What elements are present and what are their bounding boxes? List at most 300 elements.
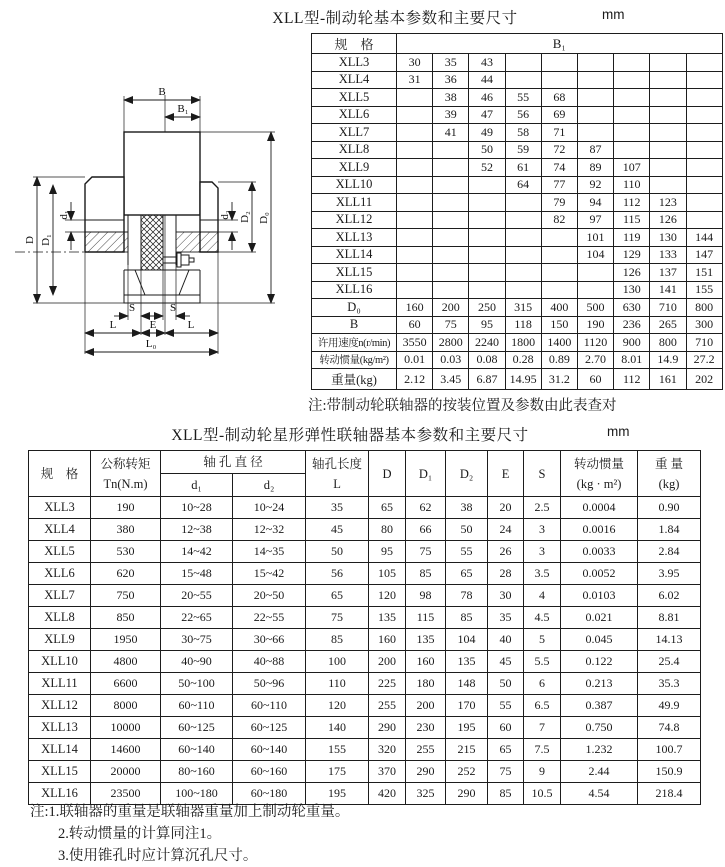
cell: 7.5 <box>524 739 561 761</box>
cell: 75 <box>433 316 469 334</box>
table-row <box>312 351 723 369</box>
table2-header-bore-dia: 轴 孔 直 径 <box>161 451 306 474</box>
row-label: D₀ <box>312 299 397 317</box>
cell: 60 <box>397 316 433 334</box>
row-label: XLL6 <box>312 106 397 124</box>
row-label: XLL7 <box>29 585 91 607</box>
cell: 9 <box>524 761 561 783</box>
dim-label-D1: D₁ <box>40 234 52 246</box>
cell: 300 <box>686 316 722 334</box>
cell: 65 <box>446 563 488 585</box>
cell: 215 <box>446 739 488 761</box>
dim-label-D2: D₂ <box>239 211 251 223</box>
cell: 3550 <box>397 334 433 352</box>
cell: 74.8 <box>638 717 701 739</box>
cell: 100~180 <box>161 783 233 805</box>
cell: 55 <box>446 541 488 563</box>
cell: 250 <box>469 299 505 317</box>
cell: 119 <box>614 229 650 247</box>
cell <box>686 159 722 177</box>
cell <box>469 211 505 229</box>
cell: 2.84 <box>638 541 701 563</box>
cell: 160 <box>397 299 433 317</box>
cell: 47 <box>469 106 505 124</box>
cell: 3.5 <box>524 563 561 585</box>
table-row <box>29 717 701 739</box>
cell <box>541 54 577 72</box>
cell: 0.750 <box>561 717 638 739</box>
cell <box>397 194 433 212</box>
table1-header-row <box>312 34 723 54</box>
cell <box>686 54 722 72</box>
cell: 6.02 <box>638 585 701 607</box>
cell: 1950 <box>91 629 161 651</box>
cell: 60~110 <box>161 695 233 717</box>
cell <box>505 54 541 72</box>
cell <box>433 246 469 264</box>
cell: 147 <box>686 246 722 264</box>
cell: 0.03 <box>433 351 469 369</box>
cell <box>650 89 686 107</box>
cell <box>650 71 686 89</box>
cell: 85 <box>488 783 524 805</box>
cell: 290 <box>369 717 406 739</box>
cell: 12~32 <box>233 519 306 541</box>
cell: 30~66 <box>233 629 306 651</box>
cell: 74 <box>541 159 577 177</box>
cell: 44 <box>469 71 505 89</box>
dim-label-D0: D₀ <box>258 212 270 224</box>
torque-symbol: Tn(N.m) <box>103 476 148 491</box>
cell: 60 <box>577 369 613 390</box>
cell: 126 <box>614 264 650 282</box>
cell: 56 <box>306 563 369 585</box>
cell: 3 <box>524 519 561 541</box>
cell: 77 <box>541 176 577 194</box>
cell <box>577 89 613 107</box>
cell: 101 <box>577 229 613 247</box>
cell: 75 <box>306 607 369 629</box>
cell: 130 <box>614 281 650 299</box>
cell: 30 <box>397 54 433 72</box>
cell: 60~180 <box>233 783 306 805</box>
cell: 94 <box>577 194 613 212</box>
cell: 252 <box>446 761 488 783</box>
cell: 30~75 <box>161 629 233 651</box>
elastic-spider <box>141 215 163 270</box>
table2-title: XLL型-制动轮星形弹性联轴器基本参数和主要尺寸 <box>171 427 529 444</box>
cell: 52 <box>469 159 505 177</box>
cell: 39 <box>433 106 469 124</box>
cell <box>686 89 722 107</box>
cell: 137 <box>650 264 686 282</box>
row-label: 重量(kg) <box>312 369 397 390</box>
cell: 35.3 <box>638 673 701 695</box>
cell: 750 <box>91 585 161 607</box>
cell: 236 <box>614 316 650 334</box>
row-label: XLL4 <box>29 519 91 541</box>
row-label: XLL14 <box>312 246 397 264</box>
cell: 290 <box>446 783 488 805</box>
table-row <box>29 585 701 607</box>
row-label: XLL3 <box>29 497 91 519</box>
table-row <box>29 519 701 541</box>
cell <box>433 229 469 247</box>
cell: 0.28 <box>505 351 541 369</box>
cell: 218.4 <box>638 783 701 805</box>
cell: 6.5 <box>524 695 561 717</box>
table-row <box>312 299 723 317</box>
cell <box>686 211 722 229</box>
row-label: XLL13 <box>312 229 397 247</box>
cell: 8000 <box>91 695 161 717</box>
cell: 31 <box>397 71 433 89</box>
cell: 43 <box>469 54 505 72</box>
cell <box>650 54 686 72</box>
cell <box>397 124 433 142</box>
cell: 8.01 <box>614 351 650 369</box>
cell: 325 <box>406 783 446 805</box>
cell <box>577 281 613 299</box>
table-row <box>312 211 723 229</box>
row-label: 转动惯量(kg/m²) <box>312 351 397 369</box>
table-row <box>29 629 701 651</box>
cell <box>433 176 469 194</box>
table-row <box>312 54 723 72</box>
row-label: XLL13 <box>29 717 91 739</box>
cell: 0.122 <box>561 651 638 673</box>
cell: 2.70 <box>577 351 613 369</box>
cell: 0.0052 <box>561 563 638 585</box>
cell: 161 <box>650 369 686 390</box>
cell <box>686 141 722 159</box>
cell: 30 <box>488 585 524 607</box>
cell: 66 <box>406 519 446 541</box>
table2-header-weight <box>638 451 701 497</box>
table-row <box>29 739 701 761</box>
cell: 255 <box>406 739 446 761</box>
cell: 55 <box>505 89 541 107</box>
cell: 50~100 <box>161 673 233 695</box>
cell <box>397 264 433 282</box>
cell <box>505 229 541 247</box>
cell: 105 <box>369 563 406 585</box>
cell: 92 <box>577 176 613 194</box>
cell: 3.95 <box>638 563 701 585</box>
table-row <box>29 541 701 563</box>
cell <box>577 71 613 89</box>
cell <box>650 106 686 124</box>
cell <box>505 264 541 282</box>
cell: 315 <box>505 299 541 317</box>
cell: 89 <box>577 159 613 177</box>
cell: 14.9 <box>650 351 686 369</box>
table-row <box>312 369 723 390</box>
row-label: XLL5 <box>312 89 397 107</box>
cell: 50 <box>306 541 369 563</box>
cell: 900 <box>614 334 650 352</box>
cell <box>433 264 469 282</box>
cell: 7 <box>524 717 561 739</box>
table2-header-spec: 规 格 <box>29 451 91 497</box>
cell: 85 <box>446 607 488 629</box>
cell: 0.0033 <box>561 541 638 563</box>
cell: 620 <box>91 563 161 585</box>
table-row <box>29 563 701 585</box>
cell: 175 <box>306 761 369 783</box>
footnote-3: 3.使用锥孔时应计算沉孔尺寸。 <box>58 848 258 864</box>
cell: 2.12 <box>397 369 433 390</box>
cell: 400 <box>541 299 577 317</box>
cell <box>397 159 433 177</box>
cell: 60~125 <box>233 717 306 739</box>
cell: 22~65 <box>161 607 233 629</box>
cell: 290 <box>406 761 446 783</box>
footnote-2: 2.转动惯量的计算同注1。 <box>58 826 222 842</box>
dim-label-L0: L₀ <box>145 338 157 350</box>
cell: 144 <box>686 229 722 247</box>
row-label: B <box>312 316 397 334</box>
cell: 45 <box>488 651 524 673</box>
cell: 40 <box>488 629 524 651</box>
cell: 71 <box>541 124 577 142</box>
cell <box>614 71 650 89</box>
cell: 1800 <box>505 334 541 352</box>
cell: 160 <box>369 629 406 651</box>
cell: 4 <box>524 585 561 607</box>
cell: 12~38 <box>161 519 233 541</box>
cell <box>397 89 433 107</box>
cell <box>614 106 650 124</box>
cell: 60~160 <box>233 761 306 783</box>
cell: 41 <box>433 124 469 142</box>
row-label: XLL10 <box>29 651 91 673</box>
bore-length-symbol: L <box>333 476 341 491</box>
cell: 118 <box>505 316 541 334</box>
cell: 135 <box>406 629 446 651</box>
cell: 1120 <box>577 334 613 352</box>
cell: 135 <box>446 651 488 673</box>
dim-label-S-left: S <box>128 302 136 314</box>
cell: 45 <box>306 519 369 541</box>
cell <box>469 194 505 212</box>
cell: 60~140 <box>233 739 306 761</box>
torque-label: 公称转矩 <box>100 456 151 471</box>
table-row <box>312 246 723 264</box>
dim-label-L-right: L <box>187 319 195 331</box>
cell <box>433 281 469 299</box>
table2-header-S: S <box>524 451 561 497</box>
cell: 0.021 <box>561 607 638 629</box>
cell: 155 <box>306 739 369 761</box>
brake-wheel <box>124 132 200 215</box>
cell: 170 <box>446 695 488 717</box>
cell <box>577 54 613 72</box>
row-label: XLL16 <box>312 281 397 299</box>
row-label: XLL12 <box>312 211 397 229</box>
cell: 78 <box>446 585 488 607</box>
cell: 0.045 <box>561 629 638 651</box>
table2-header-E: E <box>488 451 524 497</box>
cell: 65 <box>488 739 524 761</box>
cell: 15~48 <box>161 563 233 585</box>
cell: 4.54 <box>561 783 638 805</box>
cell <box>577 124 613 142</box>
cell: 100.7 <box>638 739 701 761</box>
cell: 55 <box>488 695 524 717</box>
cell <box>397 176 433 194</box>
cell <box>433 211 469 229</box>
coupling-table <box>28 450 701 805</box>
cell: 120 <box>369 585 406 607</box>
cell: 6 <box>524 673 561 695</box>
cell: 14.95 <box>505 369 541 390</box>
dim-label-B1: B₁ <box>177 103 189 115</box>
cell: 50~96 <box>233 673 306 695</box>
cell: 2800 <box>433 334 469 352</box>
table-row <box>312 159 723 177</box>
row-label: XLL11 <box>29 673 91 695</box>
cell <box>433 141 469 159</box>
cell: 60~140 <box>161 739 233 761</box>
cell: 255 <box>369 695 406 717</box>
table-row <box>312 194 723 212</box>
dim-label-d1: d₁ <box>58 210 70 220</box>
cell <box>650 159 686 177</box>
row-label: XLL12 <box>29 695 91 717</box>
cell: 0.387 <box>561 695 638 717</box>
cell <box>541 246 577 264</box>
cell <box>505 194 541 212</box>
dim-label-B: B <box>158 86 166 98</box>
cell <box>397 281 433 299</box>
cell: 27.2 <box>686 351 722 369</box>
row-label: XLL15 <box>312 264 397 282</box>
cell: 850 <box>91 607 161 629</box>
table-row <box>312 71 723 89</box>
row-label: XLL7 <box>312 124 397 142</box>
cell: 710 <box>650 299 686 317</box>
cell: 64 <box>505 176 541 194</box>
table-row <box>312 334 723 352</box>
bore-length-label: 轴孔长度 <box>312 456 363 471</box>
cell <box>686 71 722 89</box>
row-label: XLL3 <box>312 54 397 72</box>
cell: 112 <box>614 369 650 390</box>
table-row <box>29 673 701 695</box>
cell: 140 <box>306 717 369 739</box>
cell: 195 <box>446 717 488 739</box>
cell <box>541 229 577 247</box>
cell: 49 <box>469 124 505 142</box>
inertia-unit: (kg · m²) <box>576 476 622 491</box>
table-row <box>312 176 723 194</box>
table-row <box>312 124 723 142</box>
cell <box>577 264 613 282</box>
cell: 123 <box>650 194 686 212</box>
table2-header-D1: D₁ <box>406 451 446 497</box>
cell: 710 <box>686 334 722 352</box>
cell: 420 <box>369 783 406 805</box>
cell: 1400 <box>541 334 577 352</box>
cell <box>686 106 722 124</box>
bolt <box>163 253 194 267</box>
cell: 14~42 <box>161 541 233 563</box>
cell: 10000 <box>91 717 161 739</box>
cell: 35 <box>488 607 524 629</box>
cell: 56 <box>505 106 541 124</box>
cell: 14600 <box>91 739 161 761</box>
table2-header-inertia <box>561 451 638 497</box>
cell: 141 <box>650 281 686 299</box>
cell <box>577 106 613 124</box>
cell: 20~50 <box>233 585 306 607</box>
cell <box>397 246 433 264</box>
cell: 85 <box>306 629 369 651</box>
cell: 155 <box>686 281 722 299</box>
cell <box>650 176 686 194</box>
cell: 87 <box>577 141 613 159</box>
table2-header-torque <box>91 451 161 497</box>
cell: 35 <box>433 54 469 72</box>
cell <box>469 264 505 282</box>
row-label: XLL9 <box>312 159 397 177</box>
cell: 110 <box>306 673 369 695</box>
cell: 320 <box>369 739 406 761</box>
row-label: XLL10 <box>312 176 397 194</box>
cell: 68 <box>541 89 577 107</box>
cell <box>397 106 433 124</box>
cell: 8.81 <box>638 607 701 629</box>
table2-unit-label: mm <box>607 424 630 439</box>
cell: 61 <box>505 159 541 177</box>
cell: 95 <box>369 541 406 563</box>
cell: 62 <box>406 497 446 519</box>
left-hub-section <box>85 232 128 252</box>
cell: 200 <box>369 651 406 673</box>
cell <box>469 246 505 264</box>
cell: 130 <box>650 229 686 247</box>
row-label: XLL15 <box>29 761 91 783</box>
cell: 107 <box>614 159 650 177</box>
table-row <box>312 89 723 107</box>
table2-header-bore-length <box>306 451 369 497</box>
cell <box>686 194 722 212</box>
cell <box>541 264 577 282</box>
inertia-label: 转动惯量 <box>574 456 625 471</box>
cell: 36 <box>433 71 469 89</box>
table-row <box>312 141 723 159</box>
cell <box>469 229 505 247</box>
cell: 1.84 <box>638 519 701 541</box>
footnote-1: 注:1.联轴器的重量是联轴器重量加上制动轮重量。 <box>30 804 350 820</box>
cell: 69 <box>541 106 577 124</box>
cell: 115 <box>406 607 446 629</box>
table2-header-d2: d₂ <box>233 474 306 497</box>
row-label: 许用速度n(r/min) <box>312 334 397 352</box>
cell <box>614 141 650 159</box>
cell <box>505 246 541 264</box>
dim-label-E: E <box>149 319 157 331</box>
cell <box>505 71 541 89</box>
cell: 46 <box>469 89 505 107</box>
cell: 38 <box>433 89 469 107</box>
table1-header-spec: 规 格 <box>312 34 397 54</box>
cell: 0.0004 <box>561 497 638 519</box>
cell: 0.08 <box>469 351 505 369</box>
table-row <box>312 229 723 247</box>
cell: 95 <box>469 316 505 334</box>
